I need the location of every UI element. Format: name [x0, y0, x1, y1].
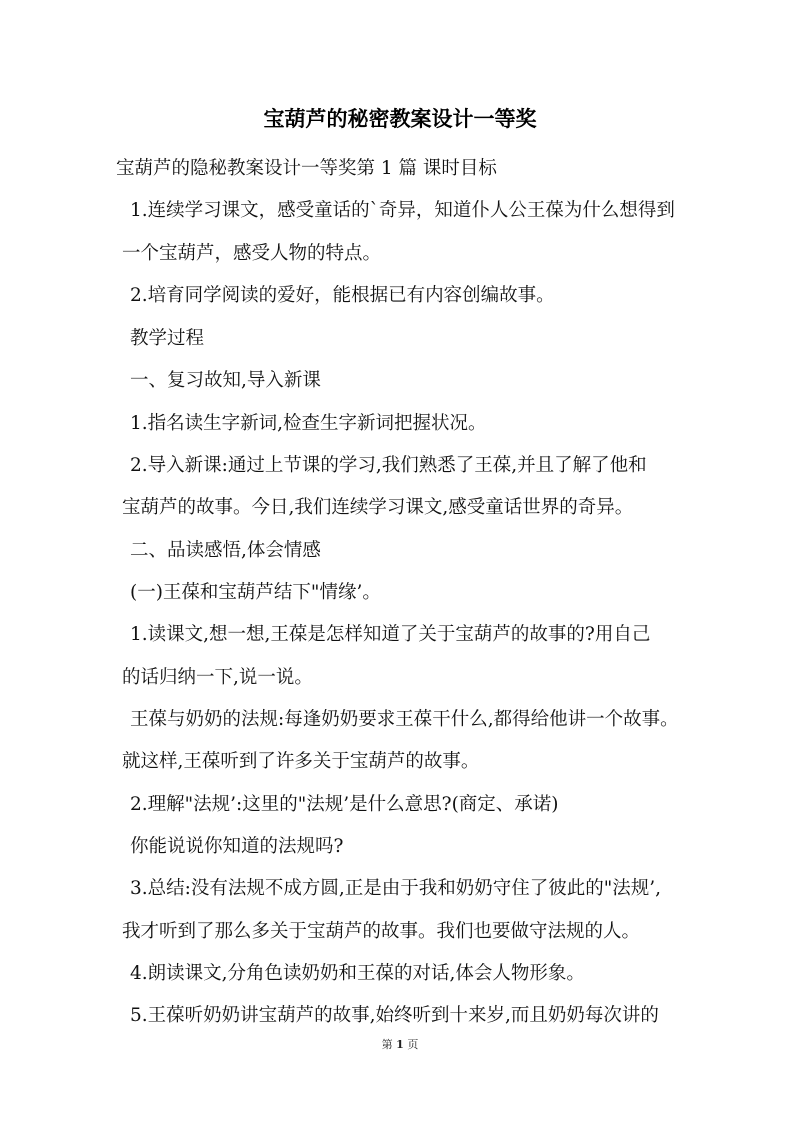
text-line-18: 3.总结:没有法规不成方圆,正是由于我和奶奶守住了彼此的"法规’,: [130, 878, 662, 899]
text-line-17: 你能说说你知道的法规吗?: [130, 836, 344, 857]
text-line-4: 2.培育同学阅读的爱好，能根据已有内容创编故事。: [130, 285, 555, 306]
text-line-11: (一)王葆和宝葫芦结下"情缘’。: [130, 582, 381, 603]
text-line-2: 1.连续学习课文，感受童话的`奇异，知道仆人公王葆为什么想得到: [130, 200, 675, 221]
text-line-16: 2.理解"法规’:这里的"法规’是什么意思?(商定、承诺): [130, 794, 559, 815]
footer-page-number: 1: [396, 1038, 404, 1051]
page-footer: [0, 1037, 800, 1053]
text-line-3: 一个宝葫芦，感受人物的特点。: [122, 243, 382, 264]
text-line-8: 2.导入新课:通过上节课的学习,我们熟悉了王葆,并且了解了他和: [130, 455, 647, 476]
text-line-1: 宝葫芦的隐秘教案设计一等奖第 1 篇 课时目标: [116, 158, 497, 179]
text-line-14: 王葆与奶奶的法规:每逢奶奶要求王葆干什么,都得给他讲一个故事。: [130, 709, 679, 730]
footer-suffix: 页: [407, 1038, 419, 1051]
text-line-5: 教学过程: [130, 328, 205, 349]
text-line-20: 4.朗读课文,分角色读奶奶和王葆的对话,体会人物形象。: [130, 963, 585, 984]
footer-prefix: 第: [381, 1038, 393, 1051]
text-line-10: 二、品读感悟,体会情感: [130, 540, 321, 561]
text-line-19: 我才听到了那么多关于宝葫芦的故事。我们也要做守法规的人。: [122, 921, 641, 942]
text-line-12: 1.读课文,想一想,王葆是怎样知道了关于宝葫芦的故事的?用自己: [130, 624, 651, 645]
text-line-6: 一、复习故知,导入新课: [130, 370, 321, 391]
text-line-9: 宝葫芦的故事。今日,我们连续学习课文,感受童话世界的奇异。: [122, 497, 634, 518]
text-line-15: 就这样,王葆听到了许多关于宝葫芦的故事。: [122, 751, 480, 772]
document-title: 宝葫芦的秘密教案设计一等奖: [263, 106, 537, 131]
text-line-13: 的话归纳一下,说一说。: [122, 667, 313, 688]
text-line-21: 5.王葆听奶奶讲宝葫芦的故事,始终听到十来岁,而且奶奶每次讲的: [130, 1005, 659, 1026]
text-line-7: 1.指名读生字新词,检查生字新词把握状况。: [130, 413, 487, 434]
